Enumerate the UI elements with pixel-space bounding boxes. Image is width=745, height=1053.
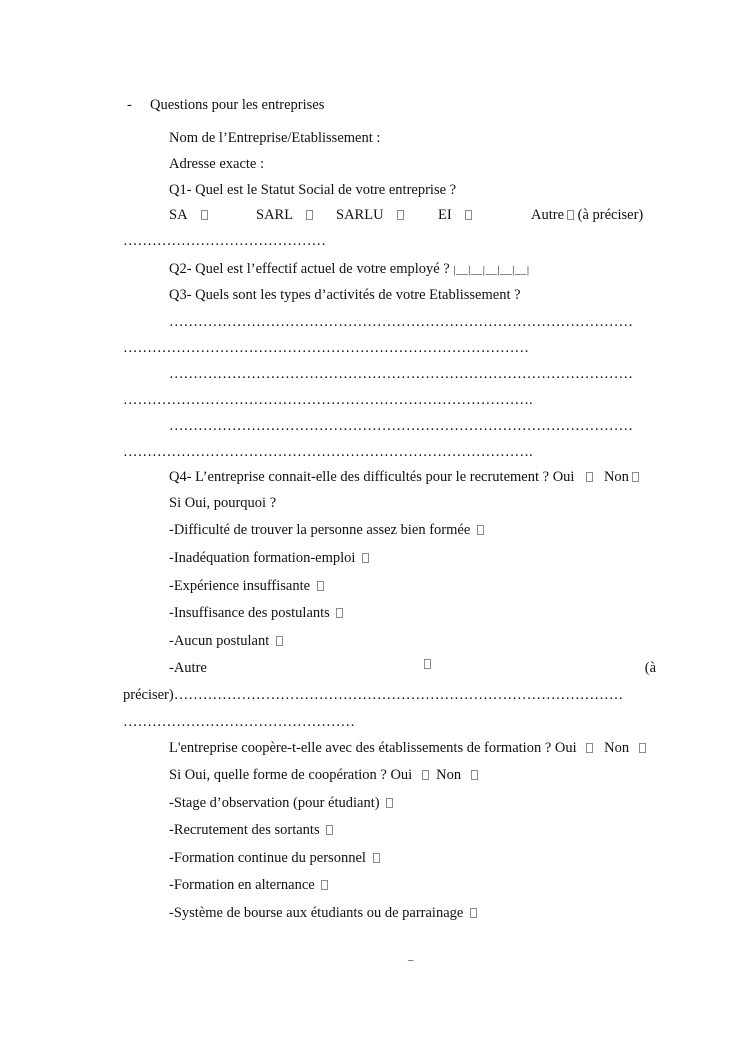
- q5-row: [169, 739, 646, 757]
- q5-form-non: Non: [436, 767, 462, 783]
- q3-line-1a[interactable]: ……………………………………………………………………………………: [169, 314, 633, 330]
- q1-dots: ……………………………………: [123, 233, 326, 249]
- q3-line-2a[interactable]: ……………………………………………………………………………………: [169, 366, 633, 382]
- checkbox-icon[interactable]: [336, 608, 343, 618]
- q5-form-item: [169, 876, 328, 894]
- q2-question: Q2- Quel est l’effectif actuel de votre employé ?: [169, 261, 450, 277]
- checkbox-icon[interactable]: [632, 472, 639, 482]
- q5-form-label: -Stage d’observation (pour étudiant): [169, 795, 380, 811]
- q5-form-question: Si Oui, quelle forme de coopération ? Oui: [169, 767, 413, 783]
- checkbox-icon[interactable]: [470, 908, 477, 918]
- q4-reason: [169, 549, 369, 567]
- q1-specify: (à préciser): [577, 207, 644, 223]
- q4-reason: [169, 604, 343, 622]
- q2-digit-boxes[interactable]: |__|__|__|__|__|: [453, 264, 530, 276]
- q1-option-autre: [531, 206, 643, 224]
- q3-line-3a[interactable]: ……………………………………………………………………………………: [169, 418, 633, 434]
- q5-form-label: -Formation en alternance: [169, 877, 315, 893]
- q4-reason-label: -Inadéquation formation-emploi: [169, 550, 356, 566]
- checkbox-icon[interactable]: [586, 743, 593, 753]
- checkbox-icon[interactable]: [477, 525, 484, 535]
- q4-row: [169, 468, 639, 486]
- q5-form-label: -Système de bourse aux étudiants ou de parrainage: [169, 905, 464, 921]
- q4-other-dots[interactable]: …………………………………………: [123, 714, 355, 730]
- q4-reason-label: -Insuffisance des postulants: [169, 605, 330, 621]
- q4-reason: [169, 521, 484, 539]
- q1-option-sarlu: [336, 206, 404, 224]
- section-bullet: -: [127, 97, 132, 113]
- q4-reason: [169, 632, 283, 650]
- checkbox-icon[interactable]: [326, 825, 333, 835]
- q1-option-label: SARLU: [336, 207, 384, 223]
- q1-option-label: SA: [169, 207, 188, 223]
- checkbox-icon[interactable]: [362, 553, 369, 563]
- checkbox-icon[interactable]: [424, 659, 431, 669]
- q5-form-item: [169, 794, 393, 812]
- q5-form-item: [169, 849, 380, 867]
- page-footer-mark: –: [408, 954, 414, 966]
- checkbox-icon[interactable]: [586, 472, 593, 482]
- q3-line-3b[interactable]: ………………………………………………………………………….: [123, 444, 533, 460]
- checkbox-icon[interactable]: [317, 581, 324, 591]
- q1-option-label: Autre: [531, 207, 565, 223]
- checkbox-icon[interactable]: [471, 770, 478, 780]
- q3-line-2b[interactable]: ………………………………………………………………………….: [123, 392, 533, 408]
- q4-non-label: Non: [603, 469, 629, 485]
- checkbox-icon[interactable]: [306, 210, 313, 220]
- q4-other-specify[interactable]: préciser)…………………………………………………………………………………: [123, 687, 624, 703]
- checkbox-icon[interactable]: [639, 743, 646, 753]
- section-title: Questions pour les entreprises: [150, 97, 325, 113]
- q1-option-sarl: [256, 206, 313, 224]
- checkbox-icon[interactable]: [386, 798, 393, 808]
- checkbox-icon[interactable]: [397, 210, 404, 220]
- q5-question: L'entreprise coopère-t-elle avec des établissements de formation ? Oui: [169, 740, 577, 756]
- q1-option-ei: [438, 206, 472, 224]
- q4-other-row: [169, 659, 656, 677]
- q1-option-label: SARL: [256, 207, 294, 223]
- q4-question: Q4- L’entreprise connait-elle des difficultés pour le recrutement ? Oui: [169, 469, 575, 485]
- q3-line-1b[interactable]: …………………………………………………………………………: [123, 340, 529, 356]
- q2-row: [169, 260, 530, 279]
- address-label: Adresse exacte :: [169, 156, 265, 172]
- checkbox-icon[interactable]: [422, 770, 429, 780]
- q4-reason-label: -Expérience insuffisante: [169, 578, 311, 594]
- q5-form-item: [169, 904, 477, 922]
- q5-form-label: -Formation continue du personnel: [169, 850, 366, 866]
- q1-option-sa: [169, 206, 208, 224]
- checkbox-icon[interactable]: [567, 210, 574, 220]
- checkbox-icon[interactable]: [373, 853, 380, 863]
- q5-non-label: Non: [604, 740, 630, 756]
- q1-options-row: [169, 206, 656, 224]
- q1-option-label: EI: [438, 207, 452, 223]
- checkbox-icon[interactable]: [276, 636, 283, 646]
- checkbox-icon[interactable]: [201, 210, 208, 220]
- q4-reason-label: -Aucun postulant: [169, 633, 270, 649]
- checkbox-icon[interactable]: [465, 210, 472, 220]
- q4-reason-label: -Difficulté de trouver la personne assez bien formée: [169, 522, 471, 538]
- q5-form-row: [169, 766, 478, 784]
- company-name-label: Nom de l’Entreprise/Etablissement :: [169, 130, 381, 146]
- checkbox-icon[interactable]: [321, 880, 328, 890]
- q1-question: Q1- Quel est le Statut Social de votre entreprise ?: [169, 182, 457, 198]
- q4-reason: [169, 577, 324, 595]
- q4-other-paren: (à: [644, 660, 656, 676]
- q5-form-item: [169, 821, 333, 839]
- q3-question: Q3- Quels sont les types d’activités de votre Etablissement ?: [169, 287, 521, 303]
- q5-form-label: -Recrutement des sortants: [169, 822, 320, 838]
- q4-other-label: -Autre: [169, 660, 207, 676]
- q4-why: Si Oui, pourquoi ?: [169, 495, 277, 511]
